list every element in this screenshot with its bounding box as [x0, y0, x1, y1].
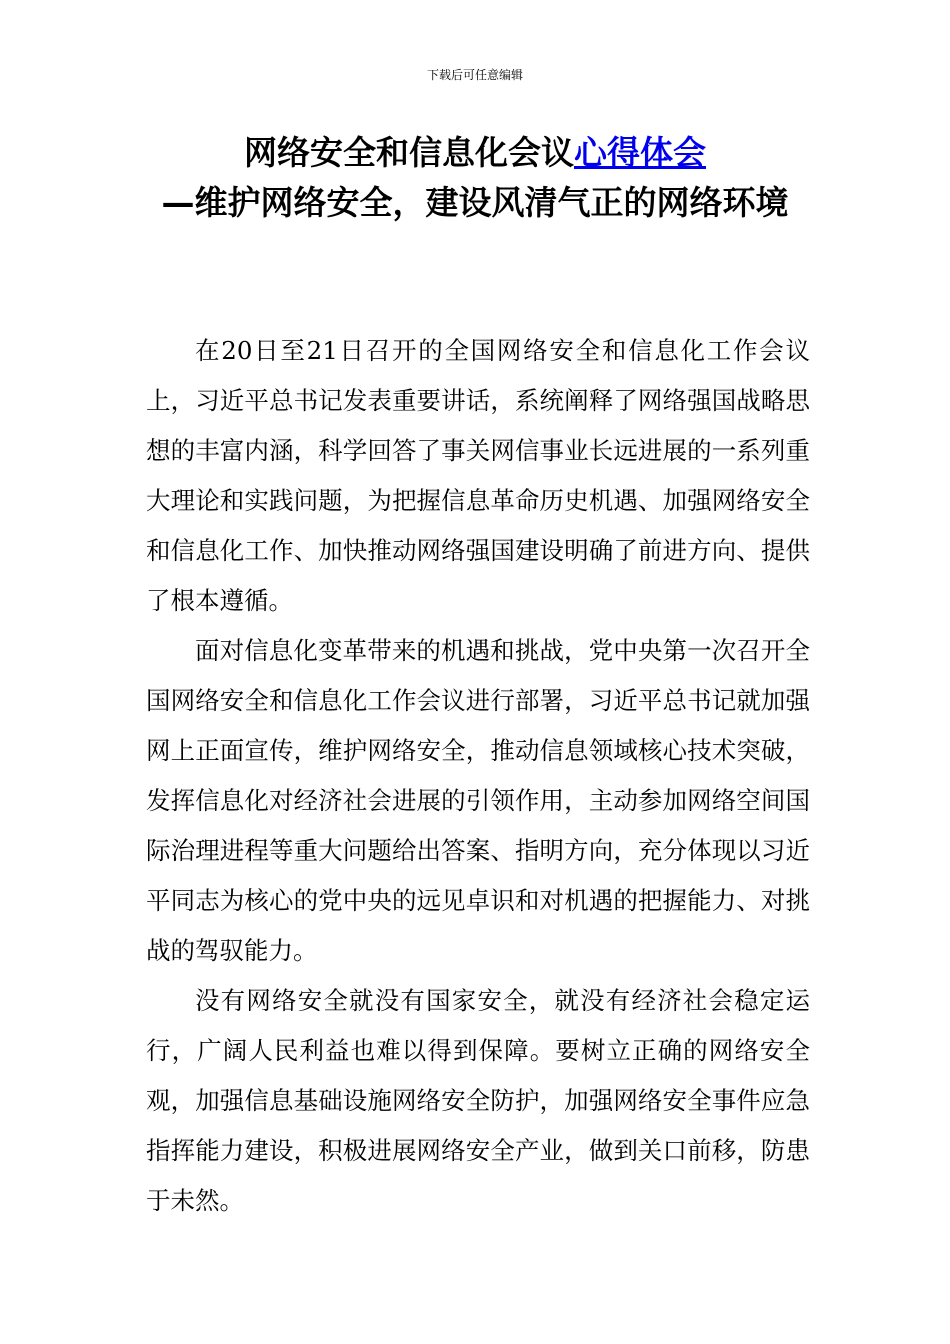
title-text: 网络安全和信息化会议 — [244, 133, 574, 172]
title-line-1 — [140, 128, 810, 178]
document-title — [140, 128, 810, 228]
document-body — [146, 326, 810, 1226]
header-note: 下载后可任意编辑 — [426, 68, 523, 82]
paragraph-1: 在20日至21日召开的全国网络安全和信息化工作会议上，习近平总书记发表重要讲话，系统阐释了网络强国战略思想的丰富内涵，科学回答了事关网信事业长远进展的一系列重大理论和实践问题，为把握信息革命历史机遇、加强网络安全和信息化工作、加快推动网络强国建设明确了前进方向、提供了根本遵循。 — [146, 336, 810, 615]
title-link[interactable]: 心得体会 — [574, 133, 706, 172]
paragraph-2: 面对信息化变革带来的机遇和挑战，党中央第一次召开全国网络安全和信息化工作会议进行部署，习近平总书记就加强网上正面宣传，维护网络安全，推动信息领域核心技术突破，发挥信息化对经济社会进展的引领作用，主动参加网络空间国际治理进程等重大问题给出答案、指明方向，充分体现以习近平同志为核心的党中央的远见卓识和对机遇的把握能力、对挑战的驾驭能力。 — [146, 636, 810, 965]
title-subtitle: —维护网络安全，建设风清气正的网络环境 — [161, 183, 789, 222]
paragraph-3: 没有网络安全就没有国家安全，就没有经济社会稳定运行，广阔人民利益也难以得到保障。要树立正确的网络安全观，加强信息基础设施网络安全防护，加强网络安全事件应急指挥能力建设，积极进展网络安全产业，做到关口前移，防患于未然。 — [146, 986, 810, 1215]
